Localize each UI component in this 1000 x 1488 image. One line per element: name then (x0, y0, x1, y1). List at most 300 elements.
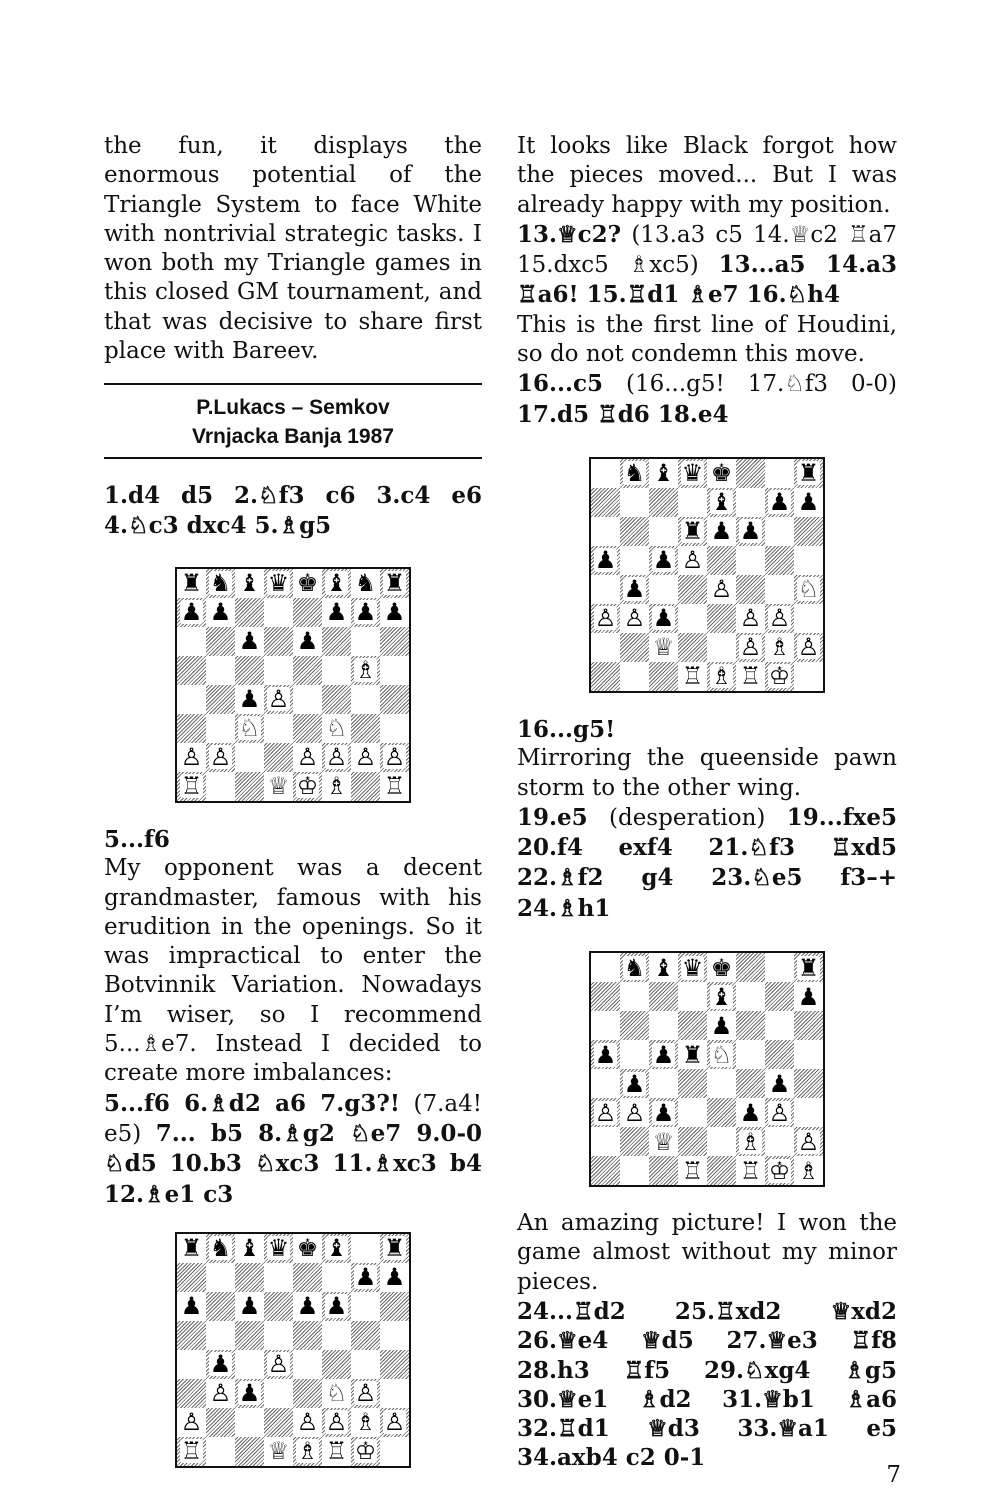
square-g3 (351, 1379, 380, 1408)
black-pawn-icon: ♟ (739, 517, 762, 546)
square-b2 (206, 743, 235, 772)
black-bishop-icon: ♝ (652, 953, 675, 982)
square-c3 (235, 714, 264, 743)
square-f5 (736, 546, 765, 575)
square-f6 (322, 627, 351, 656)
white-rook-icon: ♖ (739, 1156, 762, 1185)
white-bishop-icon: ♗ (768, 633, 791, 662)
white-bishop-icon: ♗ (354, 656, 377, 685)
white-bishop-icon: ♗ (354, 1408, 377, 1437)
black-bishop-icon: ♝ (710, 982, 733, 1011)
square-e8 (707, 953, 736, 982)
square-e3 (707, 1098, 736, 1127)
square-f7 (322, 1263, 351, 1292)
square-a5 (177, 1321, 206, 1350)
square-a7 (177, 598, 206, 627)
black-rook-icon: ♜ (383, 1234, 406, 1263)
white-queen-icon: ♕ (652, 1127, 675, 1156)
square-b7 (206, 598, 235, 627)
moves-19-to-24-main: 19...fxe5 20.f4 exf4 21.♘f3 ♖xd5 22.♗f2 g4 23.♘e5 f3–+ 24.♗h1 (517, 803, 898, 922)
white-rook-icon: ♖ (180, 1437, 203, 1466)
square-e6 (707, 1011, 736, 1040)
white-bishop-icon: ♗ (710, 662, 733, 691)
square-h2 (380, 1408, 409, 1437)
square-f8 (322, 569, 351, 598)
square-g1 (351, 1437, 380, 1466)
square-h1 (380, 772, 409, 801)
moves-19-to-24 (517, 803, 897, 924)
square-d2 (264, 1408, 293, 1437)
move-19-e5: 19.e5 (517, 803, 588, 831)
square-e1 (293, 772, 322, 801)
white-pawn-icon: ♙ (797, 633, 820, 662)
square-g3 (351, 714, 380, 743)
white-pawn-icon: ♙ (594, 604, 617, 633)
square-h4 (380, 1350, 409, 1379)
square-e1 (707, 662, 736, 691)
square-b7 (206, 1263, 235, 1292)
square-h7 (380, 1263, 409, 1292)
white-rook-icon: ♖ (681, 662, 704, 691)
square-b4 (620, 1069, 649, 1098)
square-c1 (649, 1156, 678, 1185)
square-g2 (765, 633, 794, 662)
square-d3 (678, 1098, 707, 1127)
square-g5 (351, 656, 380, 685)
moves-13-to-16-main: 13...a5 14.a3 ♖a6! 15.♖d1 ♗e7 16.♘h4 (517, 251, 897, 309)
black-pawn-icon: ♟ (797, 488, 820, 517)
black-bishop-icon: ♝ (652, 459, 675, 488)
square-b3 (620, 1098, 649, 1127)
square-c2 (649, 633, 678, 662)
square-d4 (264, 1350, 293, 1379)
square-c4 (235, 1350, 264, 1379)
black-pawn-icon: ♟ (594, 546, 617, 575)
square-e4 (293, 685, 322, 714)
moves-17-to-18: 17.d5 ♖d6 18.e4 (517, 400, 729, 428)
square-h4 (794, 575, 823, 604)
black-pawn-icon: ♟ (652, 604, 675, 633)
square-d7 (264, 1263, 293, 1292)
black-pawn-icon: ♟ (238, 1292, 261, 1321)
square-a7 (177, 1263, 206, 1292)
black-knight-icon: ♞ (209, 569, 232, 598)
comment-black-forgot: It looks like Black forgot how the pieces moved... But I was already happy with my position. (517, 133, 897, 218)
square-d1 (678, 1156, 707, 1185)
black-pawn-icon: ♟ (325, 1292, 348, 1321)
square-c5 (235, 1321, 264, 1350)
square-h3 (380, 1379, 409, 1408)
square-f1 (322, 772, 351, 801)
square-h5 (794, 546, 823, 575)
square-d6 (264, 1292, 293, 1321)
square-f4 (736, 1069, 765, 1098)
square-f1 (322, 1437, 351, 1466)
white-pawn-icon: ♙ (739, 604, 762, 633)
square-a3 (591, 604, 620, 633)
move-16-c5: 16...c5 (517, 370, 604, 398)
black-pawn-icon: ♟ (594, 1040, 617, 1069)
white-knight-icon: ♘ (797, 575, 820, 604)
white-pawn-icon: ♙ (710, 575, 733, 604)
white-knight-icon: ♘ (238, 714, 261, 743)
square-a2 (177, 743, 206, 772)
square-c2 (649, 1127, 678, 1156)
chess-diagram-2 (175, 1232, 411, 1468)
moves-5-to-12 (104, 1089, 482, 1210)
square-d8 (264, 569, 293, 598)
black-rook-icon: ♜ (797, 459, 820, 488)
square-g8 (351, 569, 380, 598)
square-d1 (264, 772, 293, 801)
square-e5 (707, 1040, 736, 1069)
square-a6 (177, 627, 206, 656)
black-pawn-icon: ♟ (623, 575, 646, 604)
black-pawn-icon: ♟ (296, 1292, 319, 1321)
square-b6 (206, 627, 235, 656)
comment-houdini: This is the first line of Houdini, so do not condemn this move. (517, 311, 897, 368)
square-g7 (765, 488, 794, 517)
comment-botvinnik: My opponent was a decent grandmaster, famous with his erudition in the openings. So it was impractical to enter the Botvinnik Variation. Nowadays I’m wiser, so I recommend 5...♗e7. Instead I decided to create more imbalances: (104, 855, 482, 1087)
square-a1 (591, 662, 620, 691)
square-a5 (591, 1040, 620, 1069)
square-b1 (206, 1437, 235, 1466)
square-b5 (620, 546, 649, 575)
white-pawn-icon: ♙ (180, 1408, 203, 1437)
square-c5 (649, 1040, 678, 1069)
square-h2 (380, 743, 409, 772)
square-a1 (177, 1437, 206, 1466)
square-g1 (765, 662, 794, 691)
black-queen-icon: ♛ (681, 459, 704, 488)
black-pawn-icon: ♟ (325, 598, 348, 627)
square-h7 (794, 488, 823, 517)
white-pawn-icon: ♙ (354, 743, 377, 772)
square-c5 (649, 546, 678, 575)
square-a1 (177, 772, 206, 801)
comment-amazing-picture: An amazing picture! I won the game almost without my minor pieces. (517, 1210, 897, 1295)
square-a4 (591, 1069, 620, 1098)
square-c5 (235, 656, 264, 685)
white-king-icon: ♔ (768, 662, 791, 691)
black-pawn-icon: ♟ (710, 517, 733, 546)
square-b5 (206, 1321, 235, 1350)
move-label-5-f6: 5...f6 (104, 825, 170, 853)
square-b3 (620, 604, 649, 633)
white-pawn-icon: ♙ (296, 1408, 319, 1437)
left-column (104, 132, 482, 1468)
square-h6 (794, 517, 823, 546)
black-bishop-icon: ♝ (238, 1234, 261, 1263)
black-bishop-icon: ♝ (710, 488, 733, 517)
square-b7 (620, 488, 649, 517)
game-event: Vrnjacka Banja 1987 (192, 425, 394, 449)
square-e7 (707, 488, 736, 517)
white-pawn-icon: ♙ (623, 604, 646, 633)
square-g4 (351, 1350, 380, 1379)
square-g5 (351, 1321, 380, 1350)
square-e2 (707, 633, 736, 662)
white-knight-icon: ♘ (325, 1379, 348, 1408)
square-a8 (177, 1234, 206, 1263)
square-e2 (707, 1127, 736, 1156)
white-pawn-icon: ♙ (354, 1379, 377, 1408)
square-b4 (206, 685, 235, 714)
moves-5-to-7: 5...f6 6.♗d2 a6 7.g3?! (104, 1089, 400, 1117)
square-e1 (293, 1437, 322, 1466)
square-g7 (765, 982, 794, 1011)
black-pawn-icon: ♟ (383, 598, 406, 627)
white-pawn-icon: ♙ (325, 743, 348, 772)
square-c2 (235, 743, 264, 772)
black-pawn-icon: ♟ (652, 1040, 675, 1069)
square-f7 (736, 488, 765, 517)
right-column (517, 132, 897, 1473)
white-pawn-icon: ♙ (180, 743, 203, 772)
black-pawn-icon: ♟ (710, 1011, 733, 1040)
black-pawn-icon: ♟ (209, 1350, 232, 1379)
square-g7 (351, 598, 380, 627)
square-c4 (649, 575, 678, 604)
square-e1 (707, 1156, 736, 1185)
move-13-qc2: 13.♕c2? (517, 220, 622, 248)
square-e4 (293, 1350, 322, 1379)
square-c3 (649, 604, 678, 633)
square-e4 (707, 575, 736, 604)
black-queen-icon: ♛ (267, 1234, 290, 1263)
square-d1 (264, 1437, 293, 1466)
square-d4 (678, 1069, 707, 1098)
square-g6 (765, 517, 794, 546)
square-e6 (707, 517, 736, 546)
square-a4 (177, 685, 206, 714)
square-g6 (765, 1011, 794, 1040)
note-desperation: (desperation) (609, 804, 766, 831)
black-king-icon: ♚ (710, 459, 733, 488)
black-rook-icon: ♜ (180, 1234, 203, 1263)
square-b1 (620, 1156, 649, 1185)
square-a5 (177, 656, 206, 685)
square-d4 (264, 685, 293, 714)
variation-7-a4: (7.a4! e5) (104, 1090, 482, 1147)
square-f6 (736, 1011, 765, 1040)
square-d6 (264, 627, 293, 656)
square-d3 (678, 604, 707, 633)
square-a3 (177, 714, 206, 743)
square-b1 (620, 662, 649, 691)
board-1-wrap (104, 567, 482, 803)
square-g1 (351, 772, 380, 801)
square-d3 (264, 1379, 293, 1408)
square-g8 (351, 1234, 380, 1263)
square-h3 (380, 714, 409, 743)
white-bishop-icon: ♗ (797, 1156, 820, 1185)
square-d7 (678, 982, 707, 1011)
black-bishop-icon: ♝ (238, 569, 261, 598)
square-c4 (235, 685, 264, 714)
square-f7 (736, 982, 765, 1011)
square-f8 (322, 1234, 351, 1263)
square-e8 (293, 569, 322, 598)
black-pawn-icon: ♟ (238, 1379, 261, 1408)
black-pawn-icon: ♟ (238, 685, 261, 714)
white-bishop-icon: ♗ (739, 1127, 762, 1156)
square-a1 (591, 1156, 620, 1185)
square-b8 (206, 1234, 235, 1263)
square-d6 (678, 1011, 707, 1040)
square-f4 (736, 575, 765, 604)
square-e6 (293, 627, 322, 656)
square-e5 (293, 1321, 322, 1350)
square-g5 (765, 1040, 794, 1069)
square-b6 (206, 1292, 235, 1321)
white-rook-icon: ♖ (739, 662, 762, 691)
white-pawn-icon: ♙ (267, 685, 290, 714)
variation-13-a3: (13.a3 c5 14.♕c2 ♖a7 15.dxc5 ♗xc5) (517, 221, 897, 279)
black-pawn-icon: ♟ (623, 1069, 646, 1098)
square-h1 (794, 662, 823, 691)
square-g6 (351, 627, 380, 656)
square-g5 (765, 546, 794, 575)
square-d8 (678, 459, 707, 488)
white-bishop-icon: ♗ (296, 1437, 319, 1466)
square-c4 (649, 1069, 678, 1098)
square-f3 (322, 1379, 351, 1408)
black-pawn-icon: ♟ (768, 488, 791, 517)
square-a7 (591, 982, 620, 1011)
square-f3 (736, 604, 765, 633)
white-pawn-icon: ♙ (739, 633, 762, 662)
square-f6 (322, 1292, 351, 1321)
game-header (104, 383, 482, 459)
white-queen-icon: ♕ (652, 633, 675, 662)
square-h8 (794, 953, 823, 982)
white-pawn-icon: ♙ (681, 546, 704, 575)
square-a6 (591, 1011, 620, 1040)
square-b6 (620, 1011, 649, 1040)
square-b4 (620, 575, 649, 604)
black-knight-icon: ♞ (623, 459, 646, 488)
square-d5 (264, 656, 293, 685)
square-a4 (591, 575, 620, 604)
black-pawn-icon: ♟ (180, 598, 203, 627)
square-d7 (678, 488, 707, 517)
square-c7 (235, 598, 264, 627)
square-h8 (380, 569, 409, 598)
square-h2 (794, 633, 823, 662)
square-h1 (794, 1156, 823, 1185)
white-rook-icon: ♖ (681, 1156, 704, 1185)
square-a8 (177, 569, 206, 598)
square-a2 (591, 633, 620, 662)
black-pawn-icon: ♟ (180, 1292, 203, 1321)
white-pawn-icon: ♙ (594, 1098, 617, 1127)
comment-mirroring: Mirroring the queenside pawn storm to the other wing. (517, 745, 897, 801)
square-e5 (707, 546, 736, 575)
square-c8 (649, 953, 678, 982)
black-knight-icon: ♞ (209, 1234, 232, 1263)
square-b1 (206, 772, 235, 801)
square-f2 (736, 1127, 765, 1156)
square-h6 (380, 627, 409, 656)
square-f8 (736, 953, 765, 982)
square-e2 (293, 743, 322, 772)
square-h6 (794, 1011, 823, 1040)
square-a2 (177, 1408, 206, 1437)
move-label-16-g5: 16...g5! (517, 715, 616, 743)
black-pawn-icon: ♟ (354, 1263, 377, 1292)
white-pawn-icon: ♙ (768, 604, 791, 633)
black-pawn-icon: ♟ (797, 982, 820, 1011)
square-f3 (322, 714, 351, 743)
square-c6 (649, 517, 678, 546)
square-a8 (591, 459, 620, 488)
white-rook-icon: ♖ (180, 772, 203, 801)
white-bishop-icon: ♗ (325, 772, 348, 801)
square-g7 (351, 1263, 380, 1292)
black-pawn-icon: ♟ (383, 1263, 406, 1292)
square-g2 (765, 1127, 794, 1156)
square-e7 (293, 598, 322, 627)
square-f6 (736, 517, 765, 546)
square-e8 (707, 459, 736, 488)
board-2-wrap (104, 1232, 482, 1468)
square-g8 (765, 459, 794, 488)
square-d2 (264, 743, 293, 772)
white-knight-icon: ♘ (710, 1040, 733, 1069)
square-d4 (678, 575, 707, 604)
square-e6 (293, 1292, 322, 1321)
black-rook-icon: ♜ (180, 569, 203, 598)
game-players: P.Lukacs – Semkov (196, 396, 390, 420)
square-e5 (293, 656, 322, 685)
square-e3 (293, 714, 322, 743)
square-b2 (620, 633, 649, 662)
square-b8 (620, 459, 649, 488)
square-g1 (765, 1156, 794, 1185)
square-c7 (649, 488, 678, 517)
black-queen-icon: ♛ (267, 569, 290, 598)
square-c3 (235, 1379, 264, 1408)
black-king-icon: ♚ (710, 953, 733, 982)
square-g3 (765, 1098, 794, 1127)
black-pawn-icon: ♟ (652, 546, 675, 575)
board-4-wrap (517, 951, 897, 1187)
square-h1 (380, 1437, 409, 1466)
square-b4 (206, 1350, 235, 1379)
white-pawn-icon: ♙ (325, 1408, 348, 1437)
square-c1 (649, 662, 678, 691)
white-king-icon: ♔ (768, 1156, 791, 1185)
square-d1 (678, 662, 707, 691)
black-pawn-icon: ♟ (209, 598, 232, 627)
black-knight-icon: ♞ (623, 953, 646, 982)
black-pawn-icon: ♟ (238, 627, 261, 656)
opening-moves: 1.d4 d5 2.♘f3 c6 3.c4 e6 4.♘c3 dxc4 5.♗g5 (104, 482, 482, 539)
black-knight-icon: ♞ (354, 569, 377, 598)
moves-24-to-34: 24...♖d2 25.♖xd2 ♕xd2 26.♕e4 ♕d5 27.♕e3 ♖f8 28.h3 ♖f5 29.♘xg4 ♗g5 30.♕e1 ♗d2 31.♕b1 ♗a6 32.♖d1 ♕d3 33.♕a1 e5 34.axb4 c2 0-1 (517, 1297, 897, 1472)
black-bishop-icon: ♝ (325, 1234, 348, 1263)
square-c8 (235, 1234, 264, 1263)
square-h8 (794, 459, 823, 488)
square-g3 (765, 604, 794, 633)
square-f3 (736, 1098, 765, 1127)
square-g6 (351, 1292, 380, 1321)
square-h6 (380, 1292, 409, 1321)
square-h5 (794, 1040, 823, 1069)
square-g8 (765, 953, 794, 982)
white-rook-icon: ♖ (383, 772, 406, 801)
